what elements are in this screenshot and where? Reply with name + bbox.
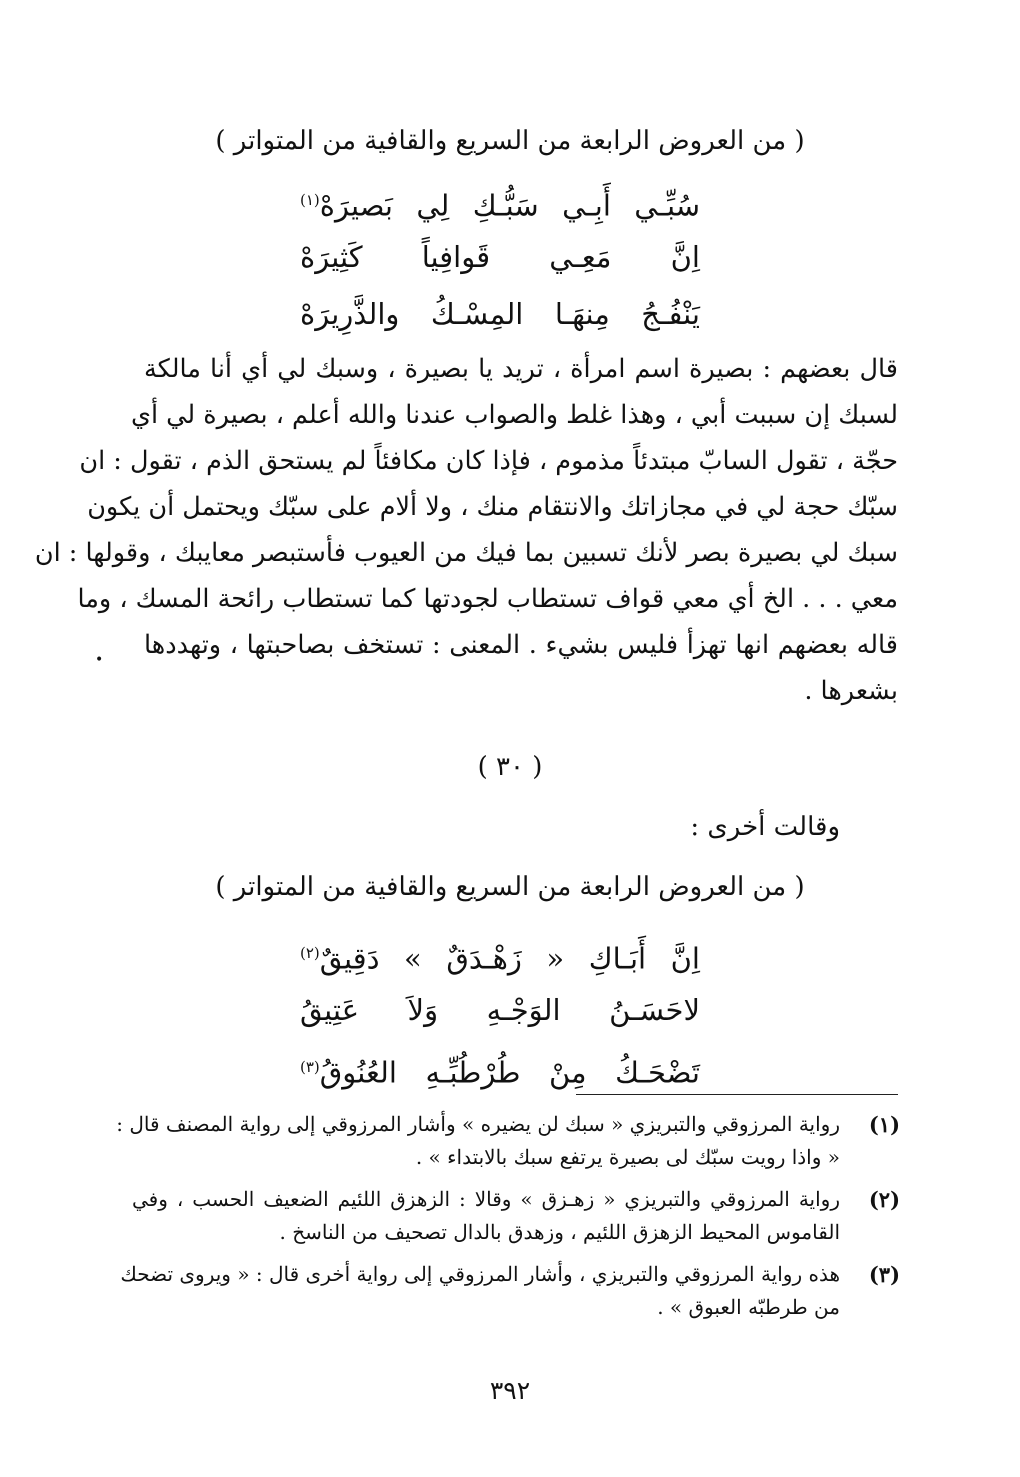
prose-line: لسبك إن سببت أبي ، وهذا غلط والصواب عندنا والله أعلم ، بصيرة لي أي — [130, 400, 898, 430]
footnote-body — [116, 1108, 840, 1174]
footnote-number: (١) — [868, 1112, 900, 1137]
meter-heading-2: ( من العروض الرابعة من السريع والقافية من المتواتر ) — [215, 872, 805, 902]
prose-line: بشعرها . — [804, 676, 898, 706]
verse-line — [300, 982, 700, 1039]
verse-line — [300, 1039, 700, 1096]
margin-dot: • — [95, 652, 104, 668]
footnote-number: (٣) — [868, 1262, 900, 1287]
verse-line — [300, 172, 700, 229]
footnote-line: رواية المرزوقي والتبريزي « زهـزق » وقالا : الزهزق اللئيم الضعيف الحسب ، وفي — [132, 1187, 840, 1211]
footnote-line: « واذا رويت سبّك لى بصيرة يرتفع سبك بالابتداء » . — [415, 1145, 840, 1169]
prose-line: سبّك حجة لي في مجازاتك والانتقام منك ، ولا ألام على سبّك ويحتمل أن يكون — [87, 492, 898, 522]
footnote-line: رواية المرزوقي والتبريزي « سبك لن يضيره » وأشار المرزوقي إلى رواية المصنف قال : — [116, 1112, 840, 1136]
footnote-ref: (١) — [300, 191, 320, 209]
poem-intro: وقالت أخرى : — [690, 812, 840, 842]
verse-text: سُبِّـي أَبِـي سَبُّـكِ لِي بَصيرَهْ — [319, 188, 700, 223]
footnote-number: (٢) — [868, 1187, 900, 1212]
verse-line — [300, 286, 700, 343]
footnote-line: القاموس المحيط الزهزق اللئيم ، وزهدق بالدال تصحيف من الناسخ . — [279, 1220, 840, 1244]
verse-text: اِنَّ مَعِـي قَوافِياً كَثِيرَهْ — [300, 240, 700, 274]
footnote — [116, 1108, 900, 1174]
verse-text: اِنَّ أَبَـاكِ « زَهْـدَقٌ » دَقِيقٌ — [319, 941, 700, 976]
poem-number: ( ٣٠ ) — [477, 752, 543, 782]
footnotes — [116, 1108, 900, 1333]
meter-heading-1: ( من العروض الرابعة من السريع والقافية من المتواتر ) — [215, 126, 805, 156]
footnote-ref: (٣) — [300, 1058, 320, 1076]
prose-line: سبك لي بصيرة بصر لأنك تسبين بما فيك من العيوب فأستبصر معايبك ، وقولها : ان — [34, 538, 898, 568]
verse-text: يَنْفُـجُ مِنهَـا المِسْـكُ والذَّرِيرَهْ — [300, 297, 700, 331]
prose-line: حجّة ، تقول السابّ مبتدئاً مذموم ، فإذا كان مكافئاً لم يستحق الذم ، تقول : ان — [79, 446, 898, 476]
footnote-body — [120, 1258, 840, 1324]
prose-line: قال بعضهم : بصيرة اسم امرأة ، تريد يا بصيرة ، وسبك لي أي أنا مالكة — [144, 354, 898, 384]
footnote-line: من طرطبّه العبوق » . — [657, 1295, 840, 1319]
verse-block-1 — [300, 172, 700, 343]
commentary-paragraph — [34, 346, 898, 714]
verse-line — [300, 229, 700, 286]
footnote — [120, 1258, 900, 1324]
prose-line: قاله بعضهم انها تهزأ فليس بشيء . المعنى : تستخف بصاحبتها ، وتهددها — [144, 630, 898, 660]
prose-line: معي . . . الخ أي معي قواف تستطاب لجودتها كما تستطاب رائحة المسك ، وما — [77, 584, 898, 614]
footnote-separator — [576, 1094, 898, 1095]
footnote-body — [132, 1183, 840, 1249]
page-number: ٣٩٢ — [489, 1376, 531, 1405]
verse-text: لاحَسَـنُ الوَجْـهِ وَلاَ عَتِيقُ — [300, 993, 700, 1027]
verse-text: تَضْحَـكُ مِنْ طُرْطُبِّـهِ العُنُوقُ — [319, 1055, 700, 1090]
verse-line — [300, 925, 700, 982]
footnote-line: هذه رواية المرزوقي والتبريزي ، وأشار المرزوقي إلى رواية أخرى قال : « ويروى تضحك — [120, 1262, 840, 1286]
verse-block-2 — [300, 925, 700, 1096]
footnote-ref: (٢) — [300, 944, 320, 962]
footnote — [132, 1183, 900, 1249]
